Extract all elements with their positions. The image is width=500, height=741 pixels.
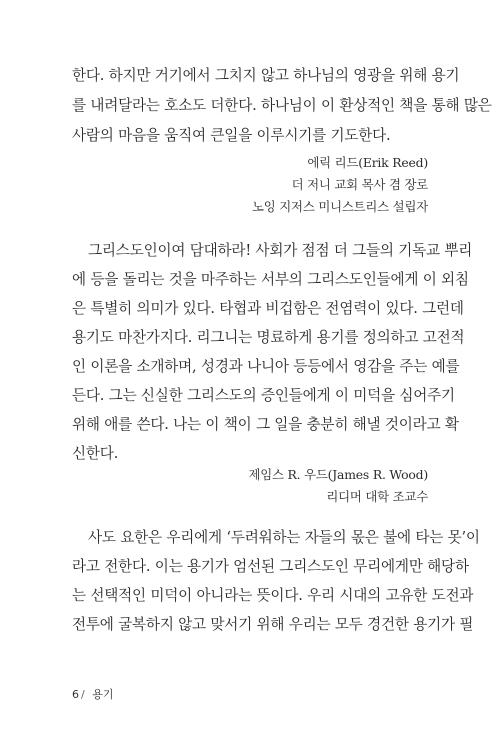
text-line: 한다. 하지만 거기에서 그치지 않고 하나님의 영광을 위해 용기: [72, 67, 460, 84]
text-line: 신한다.: [72, 445, 119, 462]
page-footer: [72, 686, 113, 702]
text-line: 은 특별히 의미가 있다. 타협과 비겁함은 전염력이 있다. 그런데: [72, 300, 464, 317]
text-line: 사람의 마음을 움직여 큰일을 이루시기를 기도한다.: [72, 127, 391, 144]
text-line: 에 등을 돌리는 것을 마주하는 서부의 그리스도인들에게 이 외침: [72, 271, 469, 288]
text-line: 인 이론을 소개하며, 성경과 나니아 등등에서 영감을 주는 예를: [72, 358, 460, 375]
text-line: 사도 요한은 우리에게 ‘두려워하는 자들의 몫은 불에 타는 못’이: [88, 529, 480, 546]
text-line: 그리스도인이여 담대하라! 사회가 점점 더 그들의 기독교 뿌리: [88, 242, 473, 259]
text-line: 라고 전한다. 이는 용기가 엄선된 그리스도인 무리에게만 해당하: [72, 558, 469, 575]
signature-role: 노잉 지저스 미니스트리스 설립자: [252, 199, 428, 214]
text-line: 용기도 마찬가지다. 리그니는 명료하게 용기를 정의하고 고전적: [72, 329, 465, 346]
signature-name: 에릭 리드(Erik Reed): [307, 155, 428, 170]
text-line: 위해 애를 쓴다. 나는 이 책이 그 일을 충분히 해낼 것이라고 확: [72, 416, 459, 433]
text-line: 전투에 굴복하지 않고 맞서기 위해 우리는 모두 경건한 용기가 필: [72, 616, 474, 633]
page-number: 6: [72, 688, 79, 701]
signature-role: 더 저니 교회 목사 겸 장로: [291, 177, 428, 192]
footer-separator: /: [81, 688, 85, 701]
text-line: 는 선택적인 미덕이 아니라는 뜻이다. 우리 시대의 고유한 도전과: [72, 587, 474, 604]
text-line: 를 내려달라는 호소도 더한다. 하나님이 이 환상적인 책을 통해 많은: [72, 97, 492, 114]
section-title: 용기: [92, 688, 114, 701]
signature-role: 리디머 대학 조교수: [326, 489, 428, 504]
text-line: 든다. 그는 신실한 그리스도의 증인들에게 이 미덕을 심어주기: [72, 387, 455, 404]
signature-name: 제임스 R. 우드(James R. Wood): [248, 467, 428, 482]
